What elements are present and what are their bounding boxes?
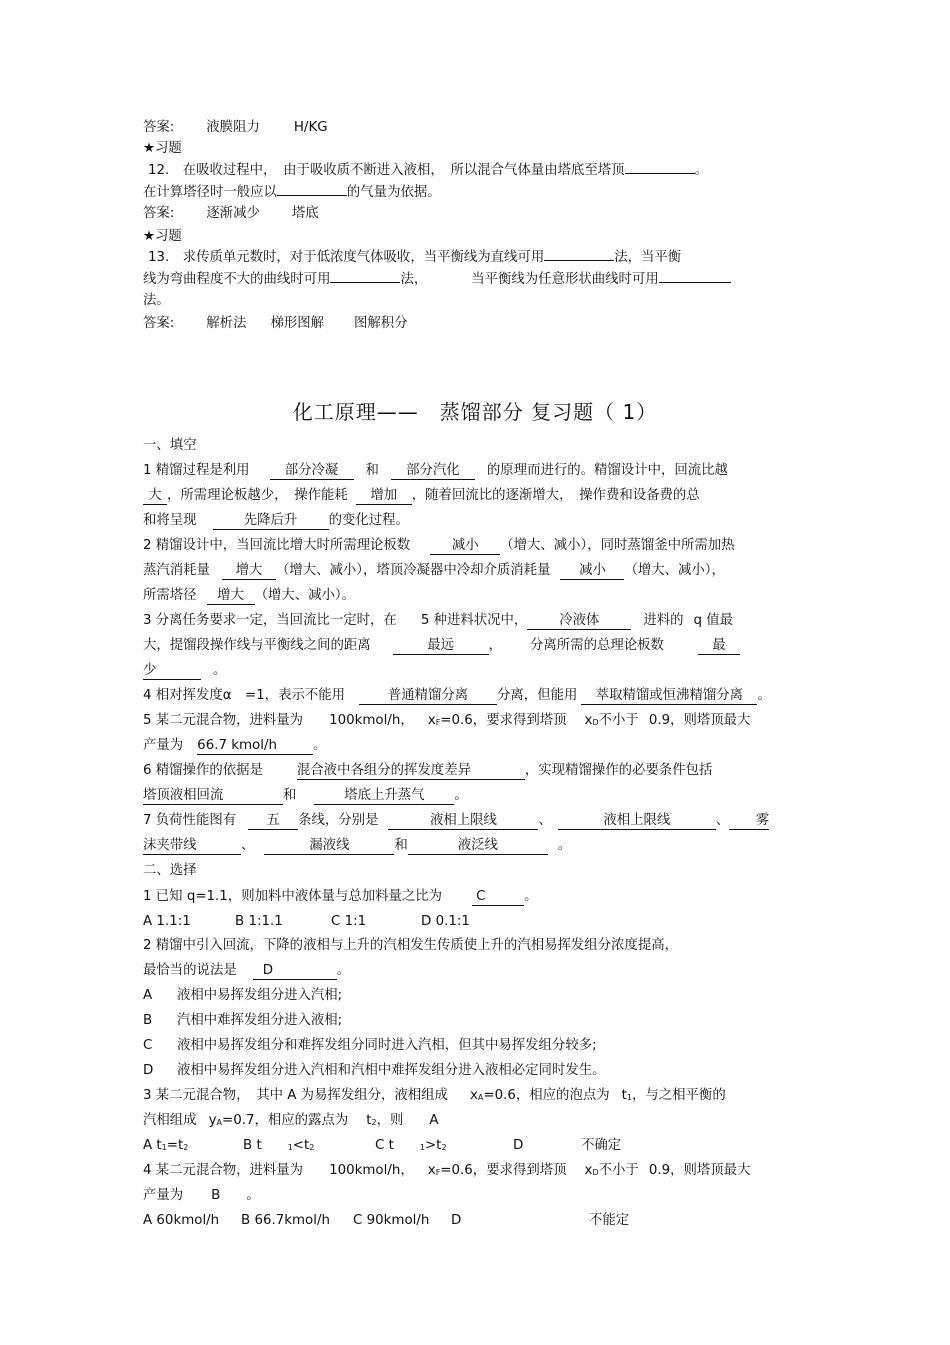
option-letter: D	[143, 1063, 154, 1078]
subscript: D	[592, 718, 599, 727]
question-text: 0.9，则塔顶最大	[648, 1163, 751, 1178]
choice-q2-option-b	[143, 1012, 342, 1030]
question-text: =0.6，要求得到塔顶	[440, 1163, 567, 1178]
answer-blank: 减小	[430, 538, 500, 555]
choice-q1	[143, 888, 537, 906]
option-text: 汽相中难挥发组分进入液相;	[177, 1013, 343, 1028]
question-text: （增大、减小），同时蒸馏釜中所需加热	[500, 538, 735, 553]
question-text: 进料的	[643, 613, 684, 628]
question-text: ，所需理论板越少， 操作能耗	[167, 488, 348, 503]
question-text: （增大、减小），塔顶冷凝器中冷却介质消耗量	[275, 563, 551, 578]
choice-q4-line1	[143, 1162, 750, 1182]
question-text: 汽相组成	[143, 1113, 197, 1128]
answer-blank: 漏液线	[264, 838, 394, 855]
choice-q2-option-d	[143, 1062, 606, 1080]
answer-value: H/KG	[293, 120, 328, 135]
option-text: 不能定	[589, 1213, 630, 1228]
option-text: <t	[292, 1138, 310, 1153]
question-text: ，则	[376, 1113, 404, 1128]
question-text: ，	[488, 638, 503, 653]
option: D	[513, 1138, 524, 1153]
fill-q3-line3	[143, 662, 226, 680]
choice-q3-line2	[143, 1112, 439, 1132]
question-text: 12. 在吸收过程中， 由于吸收质不断进入液相， 所以混合气体量由塔底至塔顶	[148, 163, 625, 178]
answer-blank: 塔底上升蒸气	[314, 788, 454, 805]
question-text: 的变化过程。	[328, 513, 409, 528]
answer-value: B	[211, 1188, 221, 1203]
option: A 60kmol/h	[143, 1213, 220, 1228]
question-text: 的原理而进行的。精馏设计中，回流比越	[486, 463, 728, 478]
choice-q3-options	[143, 1137, 621, 1157]
question-text: x	[427, 1163, 436, 1178]
question-text: ，随着回流比的逐渐增大， 操作费和设备费的总	[411, 488, 700, 503]
question-text: 。	[313, 738, 327, 753]
question-text: t	[366, 1113, 372, 1128]
blank	[277, 195, 347, 196]
question-text: 蒸汽消耗量	[143, 563, 210, 578]
question-text: 2 精馏设计中，当回流比增大时所需理论板数	[143, 538, 411, 553]
question-text: 法，	[400, 272, 428, 287]
blank	[330, 282, 400, 283]
question-text: 4 某二元混合物，进料量为	[143, 1163, 304, 1178]
question-text: 0.9，则塔顶最大	[648, 713, 751, 728]
question-text: 。	[213, 663, 227, 678]
question-text: 分离，但能用	[497, 688, 578, 703]
fill-q7-line1	[143, 812, 769, 830]
option: B 1:1.1	[235, 914, 283, 929]
question-text: 产量为	[143, 1188, 184, 1203]
option: C 90kmol/h	[353, 1213, 430, 1228]
answer-blank: 液相上限线	[388, 813, 538, 830]
answer-12	[143, 205, 319, 223]
answer-blank: 最远	[393, 638, 489, 655]
page-title: 化工原理—— 蒸馏部分 复习题（ 1）	[292, 400, 658, 424]
question-text: 1 精馏过程是利用	[143, 463, 250, 478]
fill-q3-line2	[143, 637, 740, 655]
question-text: （增大、减小）。	[254, 588, 355, 603]
answer-11	[143, 119, 328, 137]
option-text: A t	[143, 1138, 162, 1153]
question-13-line3: 法。	[143, 293, 170, 308]
question-text: 当平衡线为任意形状曲线时可用	[471, 272, 659, 287]
question-text: 法，当平衡	[614, 250, 682, 265]
option: C 1:1	[331, 914, 367, 929]
option-letter: A	[143, 988, 153, 1003]
answer-blank: 普通精馏分离	[359, 688, 497, 705]
question-text: 。	[246, 1188, 260, 1203]
question-text: 所需塔径	[143, 588, 197, 603]
option-text: =t	[166, 1138, 184, 1153]
answer-blank: 部分汽化	[391, 463, 475, 480]
subscript: 1	[419, 1143, 425, 1152]
question-text: 和将呈现	[143, 513, 197, 528]
option	[375, 1137, 513, 1157]
subscript: F	[435, 718, 441, 727]
question-text: 大，提馏段操作线与平衡线之间的距离	[143, 638, 371, 653]
question-text: 3 分离任务要求一定，当回流比一定时，在	[143, 613, 397, 628]
blank	[659, 282, 731, 283]
blank	[625, 173, 695, 174]
answer-value: 图解积分	[354, 316, 408, 331]
answer-blank: C	[472, 889, 524, 906]
fill-q6-line1	[143, 762, 712, 780]
answer-blank: 少	[143, 663, 201, 680]
choice-q1-options	[143, 913, 470, 931]
section-heading-fill-in: 一、填空	[143, 438, 197, 453]
fill-q2-line1	[143, 537, 735, 555]
answer-blank: D	[253, 963, 337, 980]
exercise-star-heading: ★习题	[143, 229, 182, 244]
question-text: 5 种进料状况中，	[420, 613, 528, 628]
question-text: 。	[454, 788, 468, 803]
question-text: 。	[557, 838, 572, 853]
question-text: 条线，分别是	[298, 813, 379, 828]
choice-q4-options	[143, 1212, 629, 1230]
question-text: 和	[283, 788, 297, 803]
question-text: 不小于	[598, 1163, 639, 1178]
subscript: 2	[183, 1143, 189, 1152]
question-text: 13. 求传质单元数时，对于低浓度气体吸收，当平衡线为直线可用	[148, 250, 545, 265]
answer-value: 逐渐减少	[206, 206, 260, 221]
question-text: 在计算塔径时一般应以	[143, 185, 277, 200]
fill-q2-line2	[143, 562, 725, 580]
question-text: ，与之相平衡的	[631, 1088, 726, 1103]
question-text: 、	[241, 838, 255, 853]
answer-blank: 沫夹带线	[143, 838, 241, 855]
option-text: B t	[243, 1138, 262, 1153]
blank	[544, 260, 614, 261]
choice-q2-option-c	[143, 1037, 597, 1055]
fill-q1-line2	[143, 487, 700, 505]
answer-blank: 大	[143, 488, 167, 505]
option	[143, 1137, 243, 1157]
answer-blank: 增加	[356, 488, 412, 505]
question-text: x	[584, 1163, 593, 1178]
answer-blank: 五	[248, 813, 298, 830]
answer-blank: 部分冷凝	[270, 463, 354, 480]
question-text: 线为弯曲程度不大的曲线时可用	[143, 272, 331, 287]
question-text: 最恰当的说法是	[143, 963, 237, 978]
answer-blank: 塔顶液相回流	[143, 788, 283, 805]
subscript: 1	[287, 1143, 293, 1152]
answer-value: 塔底	[291, 206, 319, 221]
answer-blank: 混合液中各组分的挥发度差异	[297, 763, 525, 780]
option-text: C t	[375, 1138, 394, 1153]
answer-blank: 最	[698, 638, 740, 655]
subscript: F	[435, 1168, 441, 1177]
question-text: 100kmol/h，	[329, 1163, 414, 1178]
question-text: =0.6，要求得到塔顶	[440, 713, 567, 728]
answer-blank: 增大	[222, 563, 276, 580]
question-12-line2	[143, 184, 441, 202]
option: D 0.1:1	[421, 914, 470, 929]
question-text: 5 某二元混合物，进料量为	[143, 713, 304, 728]
exercise-star-heading: ★习题	[143, 141, 182, 156]
fill-q4	[143, 687, 771, 705]
question-text: 100kmol/h，	[329, 713, 414, 728]
answer-blank: 萃取精馏或恒沸精馏分离	[581, 688, 757, 705]
option: D	[451, 1213, 462, 1228]
choice-q2-option-a	[143, 987, 342, 1005]
answer-blank: 雾	[729, 813, 769, 830]
question-text: 和	[394, 838, 408, 853]
option-letter: C	[143, 1038, 153, 1053]
option: B 66.7kmol/h	[241, 1213, 330, 1228]
answer-13	[143, 315, 408, 333]
question-text: 7 负荷性能图有	[143, 813, 237, 828]
fill-q6-line2	[143, 787, 468, 805]
answer-label: 答案:	[143, 120, 175, 135]
subscript: A	[216, 1118, 222, 1127]
option-letter: B	[143, 1013, 153, 1028]
fill-q5-line2	[143, 737, 327, 755]
option-text: 不确定	[581, 1138, 622, 1153]
question-text: 6 精馏操作的依据是	[143, 763, 263, 778]
answer-value: 解析法	[206, 316, 247, 331]
subscript: A	[477, 1093, 484, 1102]
question-text: 产量为	[143, 738, 184, 753]
subscript: 2	[309, 1143, 315, 1152]
question-text: x	[584, 713, 593, 728]
question-text: y	[208, 1113, 217, 1128]
choice-q3-line1	[143, 1087, 726, 1107]
option	[243, 1137, 375, 1157]
question-text: 。	[336, 963, 351, 978]
option-text: >t	[424, 1138, 442, 1153]
choice-q2-line2	[143, 962, 350, 980]
fill-q7-line2	[143, 837, 571, 855]
answer-blank: 液相上限线	[558, 813, 716, 830]
question-text: 1 已知 q=1.1，则加料中液体量与总加料量之比为	[143, 889, 443, 904]
answer-blank: 先降后升	[213, 513, 329, 530]
question-text: 不小于	[598, 713, 639, 728]
answer-value: A	[429, 1113, 439, 1128]
choice-q4-line2	[143, 1187, 260, 1205]
section-heading-choice: 二、选择	[143, 863, 197, 878]
question-13-line1	[148, 249, 681, 267]
answer-value: 梯形图解	[270, 316, 325, 331]
option-text: 液相中易挥发组分进入汽相;	[177, 988, 343, 1003]
question-13-line2	[143, 271, 731, 289]
answer-blank: 减小	[560, 563, 624, 580]
question-text: 。	[524, 889, 538, 904]
subscript: D	[592, 1168, 599, 1177]
subscript: 2	[371, 1118, 377, 1127]
answer-blank: 冷液体	[527, 613, 631, 630]
answer-blank: 66.7 kmol/h	[197, 738, 313, 755]
answer-label: 答案:	[143, 316, 175, 331]
question-text: 分离所需的总理论板数	[530, 638, 664, 653]
question-text: 的气量为依据。	[346, 185, 441, 200]
question-text: q 值最	[693, 613, 734, 628]
option: A 1.1:1	[143, 914, 191, 929]
answer-label: 答案:	[143, 206, 175, 221]
fill-q1-line3	[143, 512, 409, 530]
question-text: 、	[538, 813, 552, 828]
option-text: 液相中易挥发组分进入汽相和汽相中难挥发组分进入液相必定同时发生。	[177, 1063, 606, 1078]
option-text: 液相中易挥发组分和难挥发组分同时进入汽相，但其中易挥发组分较多;	[177, 1038, 597, 1053]
fill-q1-line1	[143, 462, 728, 480]
subscript: 1	[626, 1093, 632, 1102]
fill-q3-line1	[143, 612, 733, 630]
fill-q2-line3	[143, 587, 355, 605]
answer-blank: 液泛线	[408, 838, 548, 855]
question-text: 和	[365, 463, 379, 478]
question-text: 3 某二元混合物， 其中 A 为易挥发组分，液相组成	[143, 1088, 448, 1103]
question-text: ，实现精馏操作的必要条件包括	[524, 763, 713, 778]
question-text: =0.7，相应的露点为	[221, 1113, 349, 1128]
fill-q5-line1	[143, 712, 750, 732]
question-text: 、	[715, 813, 730, 828]
question-text: 。	[757, 688, 771, 703]
choice-q2-line1: 2 精馏中引入回流，下降的液相与上升的汽相发生传质使上升的汽相易挥发组分浓度提高，	[143, 938, 679, 953]
question-text: x	[427, 713, 436, 728]
question-text: t	[621, 1088, 627, 1103]
subscript: 2	[441, 1143, 447, 1152]
question-text: x	[469, 1088, 478, 1103]
question-12-line1: 12. 在吸收过程中， 由于吸收质不断进入液相， 所以混合气体量由塔底至塔顶 。	[148, 163, 708, 178]
answer-value: 液膜阻力	[206, 120, 260, 135]
subscript: 1	[161, 1143, 167, 1152]
answer-blank: 增大	[207, 588, 255, 605]
question-text: 4 相对挥发度α =1，表示不能用	[143, 688, 346, 703]
question-text: =0.6，相应的泡点为	[483, 1088, 610, 1103]
question-text: （增大、减小），	[624, 563, 725, 578]
